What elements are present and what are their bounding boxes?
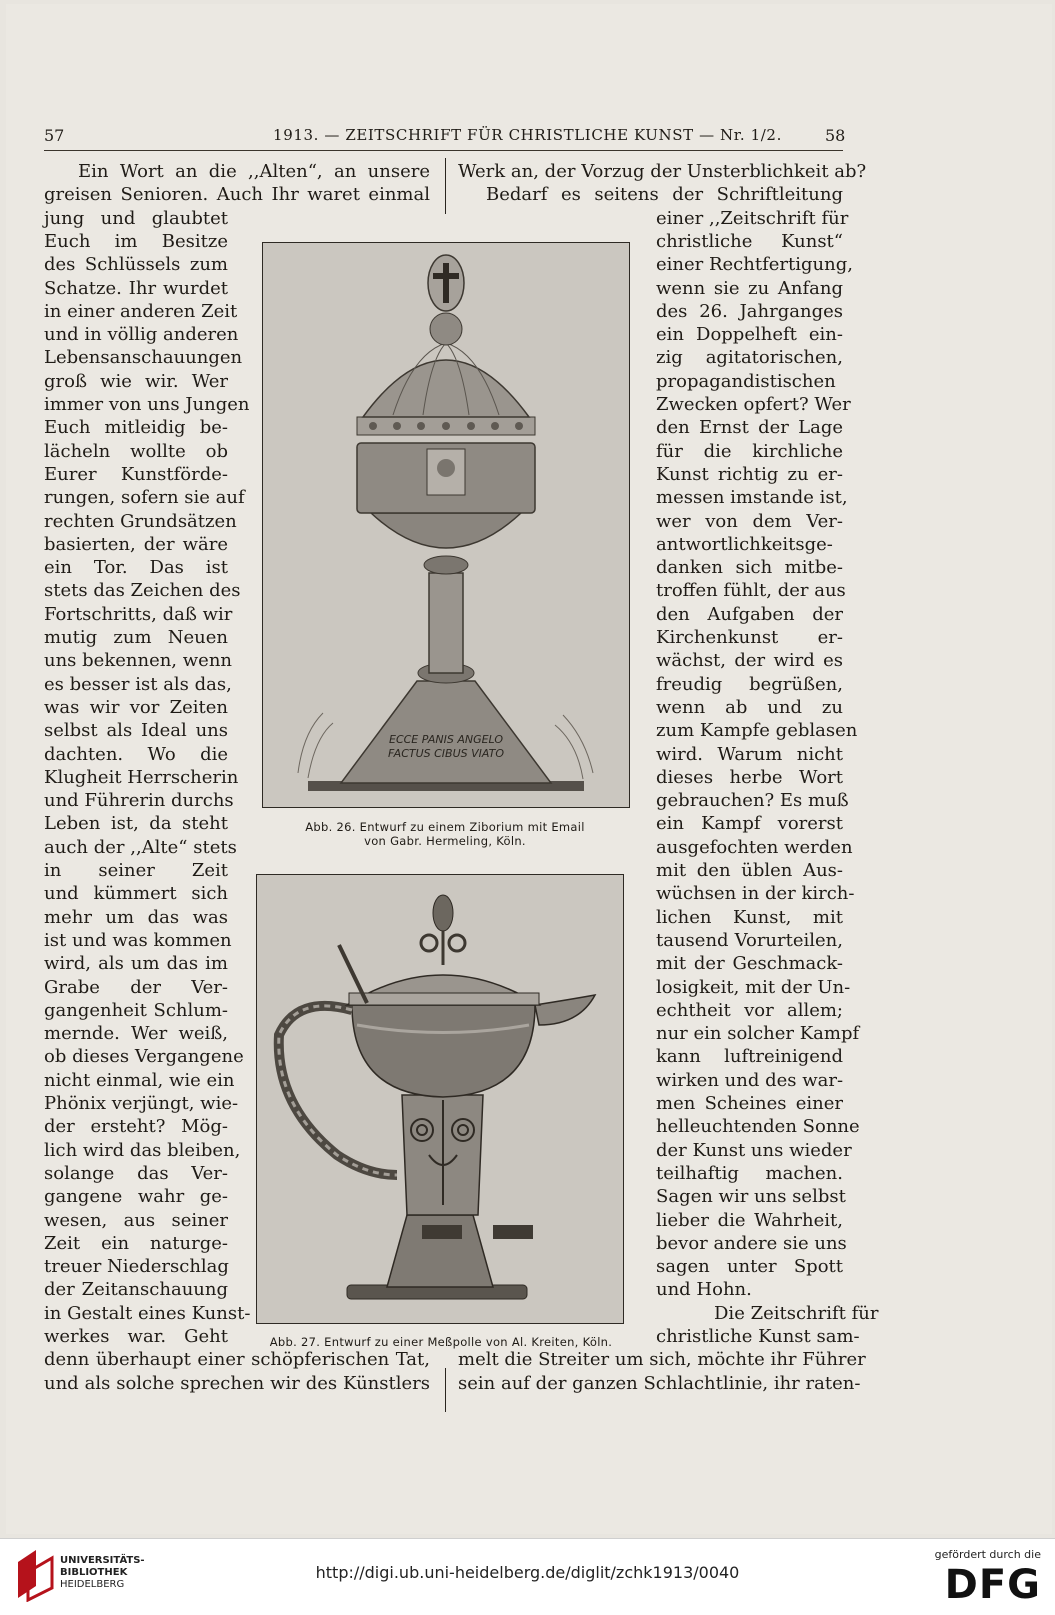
text-line: bevor andere sie uns <box>656 1232 847 1254</box>
text-line: jung und glaubtet <box>44 207 228 229</box>
text-line: wesen, aus seiner <box>44 1209 228 1231</box>
text-line: mit den üblen Aus- <box>656 860 843 881</box>
text-line: Zwecken opfert? Wer <box>656 394 851 415</box>
text-line: es besser ist als das, <box>44 673 232 695</box>
text-line: lich wird das bleiben, <box>44 1139 241 1161</box>
text-line: christliche Kunst“ <box>656 230 843 252</box>
text-line: sein auf der ganzen Schlachtlinie, ihr raten- <box>458 1372 861 1394</box>
text-line: gangene wahr ge- <box>44 1186 228 1208</box>
text-line: mehr um das was <box>44 906 228 928</box>
text-line: messen imstande ist, <box>656 487 848 509</box>
text-line: in seiner Zeit <box>44 860 228 881</box>
text-line: echtheit vor allem; <box>656 999 843 1021</box>
text-line: solange das Ver- <box>44 1162 228 1184</box>
text-line: danken sich mitbe- <box>656 557 843 579</box>
text-line: Bedarf es seitens der Schriftleitung <box>486 184 843 206</box>
text-line: kann luftreinigend <box>656 1046 843 1068</box>
text-line: rechten Grundsätzen <box>44 510 237 532</box>
text-line: des Schlüssels zum <box>44 254 228 276</box>
text-line: nur ein solcher Kampf <box>656 1023 860 1045</box>
text-line: und kümmert sich <box>44 883 228 905</box>
text-line: mernde. Wer weiß, <box>44 1023 228 1045</box>
text-line: propagandistischen <box>656 370 836 392</box>
text-line: wird. Warum nicht <box>656 743 843 765</box>
text-line: ein Doppelheft ein- <box>656 324 843 346</box>
library-line-1: UNIVERSITÄTS- <box>60 1555 145 1566</box>
source-url-link[interactable]: http://digi.ub.uni-heidelberg.de/diglit/zchk1913/0040 <box>315 1563 740 1582</box>
text-line: in einer anderen Zeit <box>44 300 238 322</box>
figure-cruet <box>256 874 624 1324</box>
column-rule-bottom <box>445 1368 446 1412</box>
text-line: der ersteht? Mög- <box>44 1116 228 1138</box>
text-line: melt die Streiter um sich, möchte ihr Führer <box>458 1349 866 1371</box>
text-line: lichen Kunst, mit <box>656 906 843 928</box>
text-line: sagen unter Spott <box>656 1256 843 1278</box>
text-line: Kirchenkunst er- <box>656 627 843 648</box>
text-line: selbst als Ideal uns <box>44 720 228 742</box>
text-line: wenn ab und zu <box>656 696 843 718</box>
text-line: einer Rechtfertigung, <box>656 254 853 276</box>
text-line: uns bekennen, wenn <box>44 650 232 672</box>
page-number-left: 57 <box>44 126 65 145</box>
running-title: 1913. — ZEITSCHRIFT FÜR CHRISTLICHE KUNST — Nr. 1/2. <box>273 126 782 144</box>
text-line: stets das Zeichen des <box>44 580 241 602</box>
text-line: wirken und des war- <box>656 1069 844 1091</box>
text-line: Sagen wir uns selbst <box>656 1186 846 1208</box>
text-line: Grabe der Ver- <box>44 976 228 998</box>
text-line: troffen fühlt, der aus <box>656 580 846 602</box>
text-line: dieses herbe Wort <box>656 766 843 788</box>
text-line: helleuchtenden Sonne <box>656 1116 860 1138</box>
page-number-right: 58 <box>825 126 846 145</box>
text-line: immer von uns Jungen <box>44 394 250 415</box>
text-line: gangenheit Schlum- <box>44 999 228 1021</box>
text-line: wenn sie zu Anfang <box>656 277 843 299</box>
text-line: einer ,,Zeitschrift für <box>656 207 849 229</box>
text-line: des 26. Jahrganges <box>656 300 843 322</box>
text-line: ausgefochten werden <box>656 836 853 858</box>
text-line: dachten. Wo die <box>44 743 228 765</box>
text-line: mutig zum Neuen <box>44 627 228 648</box>
text-line: Werk an, der Vorzug der Unsterblichkeit ab? <box>458 161 867 182</box>
caption-26-line-1: Abb. 26. Entwurf zu einem Ziborium mit Email <box>305 820 585 834</box>
text-line: Leben ist, da steht <box>44 813 228 835</box>
text-line: denn überhaupt einer schöpferischen Tat, <box>44 1349 430 1371</box>
text-line: freudig begrüßen, <box>656 673 843 695</box>
text-line: und in völlig anderen <box>44 324 239 346</box>
text-line: der Zeitanschauung <box>44 1279 228 1301</box>
text-line: wird, als um das im <box>44 953 228 975</box>
text-line: zig agitatorischen, <box>656 347 843 369</box>
text-line: wer von dem Ver- <box>656 510 843 532</box>
text-line: wächst, der wird es <box>656 650 843 672</box>
inscription-line-2: FACTUS CIBUS VIATO <box>387 747 505 760</box>
library-line-3: HEIDELBERG <box>60 1579 125 1590</box>
text-line: Die Zeitschrift für <box>714 1302 879 1324</box>
text-line: Zeit ein naturge- <box>44 1232 228 1254</box>
figure-caption-27: Abb. 27. Entwurf zu einer Meßpolle von Al. Kreiten, Köln. <box>269 1335 613 1349</box>
caption-26-line-2: von Gabr. Hermeling, Köln. <box>364 834 526 848</box>
text-line: ein Kampf vorerst <box>656 813 843 835</box>
text-line: und als solche sprechen wir des Künstlers <box>44 1372 430 1394</box>
text-line: Euch mitleidig be- <box>44 417 228 439</box>
text-line: den Aufgaben der <box>656 603 843 625</box>
text-line: basierten, der wäre <box>44 533 228 555</box>
text-line: was wir vor Zeiten <box>44 696 228 718</box>
text-line: ob dieses Vergangene <box>44 1046 244 1068</box>
text-line: gebrauchen? Es muß <box>656 790 849 812</box>
text-line: Lebensanschauungen <box>44 347 243 369</box>
text-line: für die kirchliche <box>656 440 843 462</box>
column-rule-top <box>445 158 446 214</box>
text-line: und Führerin durchs <box>44 790 234 812</box>
text-line: Phönix verjüngt, wie- <box>44 1093 239 1114</box>
header-rule <box>44 150 843 151</box>
text-line: werkes war. Geht <box>44 1326 228 1347</box>
text-line: losigkeit, mit der Un- <box>656 976 851 998</box>
text-line: nicht einmal, wie ein <box>44 1069 235 1091</box>
text-line: Klugheit Herrscherin <box>44 766 239 788</box>
text-line: Kunst richtig zu er- <box>656 463 843 485</box>
text-line: Ein Wort an die ,,Alten“, an unsere <box>78 161 430 182</box>
text-line: antwortlichkeitsge- <box>656 533 833 555</box>
text-line: mit der Geschmack- <box>656 953 843 975</box>
library-line-2: BIBLIOTHEK <box>60 1567 128 1578</box>
text-line: lächeln wollte ob <box>44 440 228 462</box>
inscription-line-1: ECCE PANIS ANGELO <box>389 733 503 746</box>
funded-by-label: gefördert durch die <box>934 1548 1041 1561</box>
text-line: groß wie wir. Wer <box>44 370 228 392</box>
text-line: tausend Vorurteilen, <box>656 929 843 951</box>
text-line: der Kunst uns wieder <box>656 1139 852 1161</box>
text-line: lieber die Wahrheit, <box>656 1209 843 1231</box>
figure-caption-26 <box>262 820 628 848</box>
text-line: Schatze. Ihr wurdet <box>44 277 228 299</box>
text-line: greisen Senioren. Auch Ihr waret einmal <box>44 184 430 206</box>
text-line: wüchsen in der kirch- <box>656 883 855 905</box>
cruet-illustration <box>257 875 623 1323</box>
text-line: in Gestalt eines Kunst- <box>44 1302 251 1324</box>
text-line: auch der ,,Alte“ stets <box>44 836 237 858</box>
text-line: und Hohn. <box>656 1279 752 1301</box>
text-line: Eurer Kunstförde- <box>44 463 228 485</box>
text-line: teilhaftig machen. <box>656 1162 843 1184</box>
figure-ciborium <box>262 242 630 808</box>
text-line: men Scheines einer <box>656 1093 843 1114</box>
dfg-logo: DFG <box>944 1562 1041 1608</box>
text-line: treuer Niederschlag <box>44 1256 229 1278</box>
text-line: ein Tor. Das ist <box>44 557 228 579</box>
text-line: christliche Kunst sam- <box>656 1326 860 1347</box>
text-line: rungen, sofern sie auf <box>44 487 245 509</box>
text-line: zum Kampfe geblasen <box>656 720 858 742</box>
text-line: den Ernst der Lage <box>656 417 843 439</box>
text-line: Euch im Besitze <box>44 230 228 252</box>
ciborium-illustration <box>263 243 629 807</box>
text-line: ist und was kommen <box>44 929 232 951</box>
text-line: Fortschritts, daß wir <box>44 603 233 625</box>
